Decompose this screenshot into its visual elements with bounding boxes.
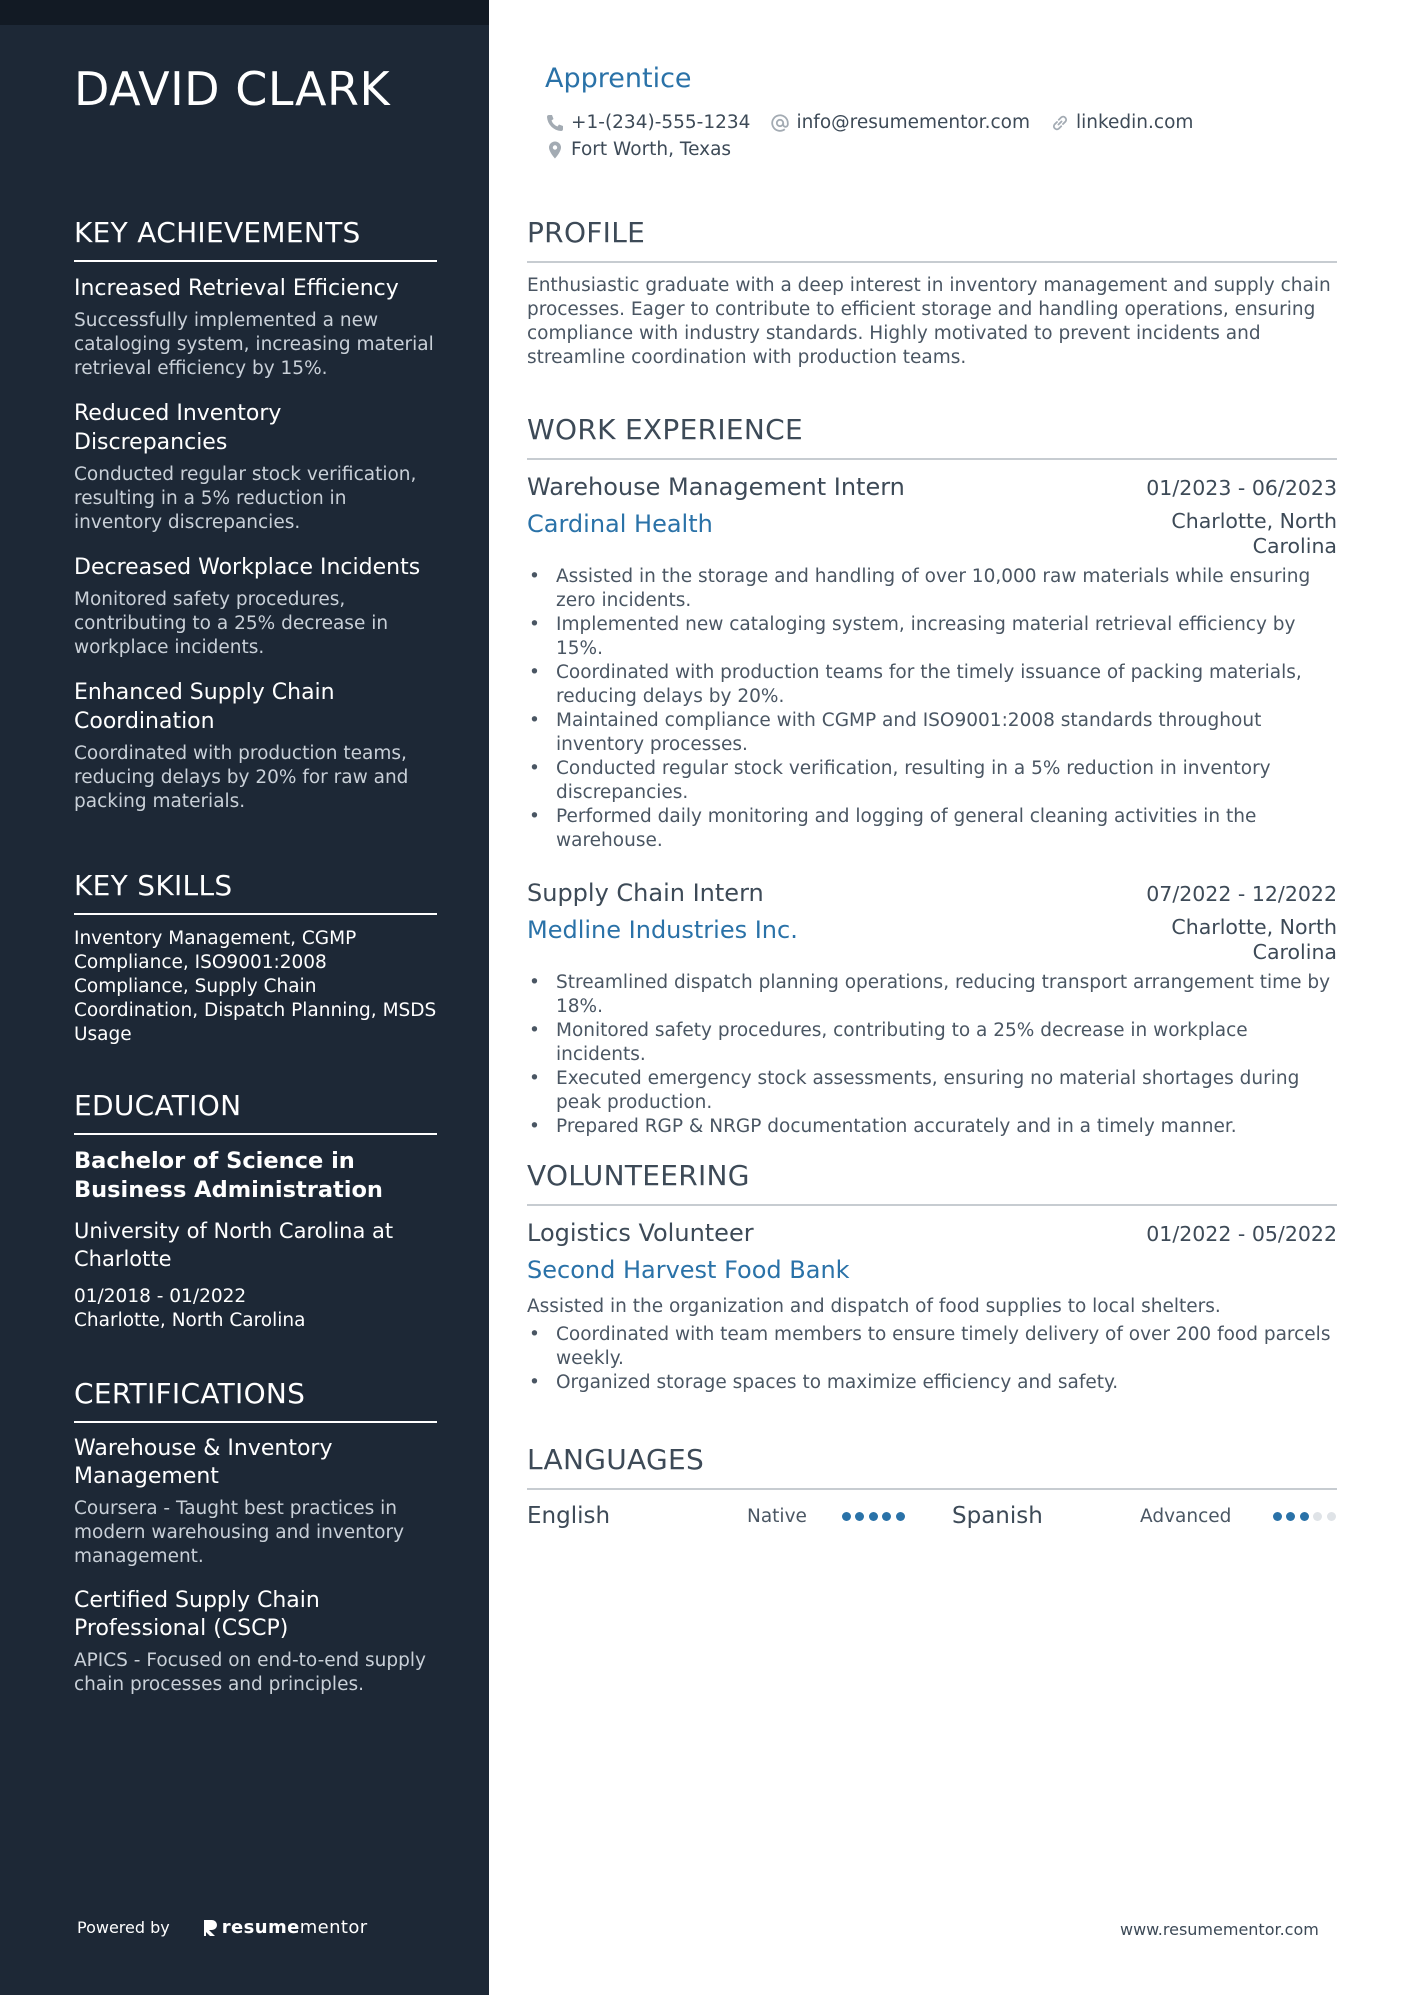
achievement-title: Decreased Workplace Incidents	[74, 555, 421, 580]
achievement-title: Reduced Inventory Discrepancies	[74, 401, 282, 455]
rating-dot-filled	[869, 1512, 878, 1521]
powered-by-label: Powered by	[77, 1918, 170, 1937]
job-dates: 07/2022 - 12/2022	[1146, 882, 1337, 906]
achievement-desc: Coordinated with production teams, reducing delays by 20% for raw and packing materials.	[74, 743, 409, 812]
rating-dot-filled	[1300, 1512, 1309, 1521]
language-level: Native	[747, 1505, 807, 1527]
job-header	[527, 471, 1337, 503]
achievement-item	[74, 678, 437, 814]
achievement-item	[74, 399, 437, 535]
volunteer-subheader	[527, 1255, 1337, 1285]
achievements-heading: KEY ACHIEVEMENTS	[74, 216, 437, 262]
certification-desc: APICS - Focused on end-to-end supply chain processes and principles.	[74, 1650, 426, 1695]
education-dates: 01/2018 - 01/2022	[74, 1286, 247, 1307]
certification-title: Warehouse & Inventory Management	[74, 1436, 333, 1489]
job-bullet: • Coordinated with production teams for the timely issuance of packing materials, reducing delays by 20%.	[527, 661, 1337, 709]
footer-url[interactable]: www.resumementor.com	[1120, 1920, 1319, 1939]
job-bullet: • Conducted regular stock verification, resulting in a 5% reduction in inventory discrepancies.	[527, 757, 1337, 805]
volunteer-bullet: • Coordinated with team members to ensure timely delivery of over 200 food parcels weekly.	[527, 1323, 1337, 1371]
languages-row	[527, 1501, 1337, 1531]
linkedin-text: linkedin.com	[1075, 112, 1194, 133]
language-item	[912, 1503, 1337, 1529]
volunteer-summary: Assisted in the organization and dispatch of food supplies to local shelters.	[527, 1296, 1221, 1317]
email-text: info@resumementor.com	[796, 112, 1030, 133]
powered-by	[77, 1917, 368, 1938]
rating-dot-filled	[1286, 1512, 1295, 1521]
brand-light: mentor	[299, 1917, 368, 1938]
achievement-item	[74, 274, 437, 381]
job-title: Apprentice	[545, 63, 692, 94]
education-heading: EDUCATION	[74, 1089, 437, 1135]
profile-section	[527, 216, 1337, 370]
rating-dot-filled	[896, 1512, 905, 1521]
job-company: Medline Industries Inc.	[527, 916, 798, 944]
volunteer-role: Logistics Volunteer	[527, 1219, 754, 1247]
achievement-desc: Successfully implemented a new cataloging system, increasing material retrieval efficiency by 15%.	[74, 310, 434, 379]
volunteer-dates: 01/2022 - 05/2022	[1146, 1222, 1337, 1246]
job-subheader	[527, 915, 1337, 965]
rating-dot-filled	[855, 1512, 864, 1521]
contact-row-2	[545, 139, 751, 160]
volunteering-heading: VOLUNTEERING	[527, 1159, 1337, 1206]
certification-title: Certified Supply Chain Professional (CSCP)	[74, 1588, 320, 1641]
language-level: Advanced	[1140, 1505, 1232, 1527]
rating-dot-empty	[1327, 1512, 1336, 1521]
certification-item	[74, 1587, 437, 1697]
achievements-section	[74, 216, 437, 832]
profile-text: Enthusiastic graduate with a deep interest in inventory management and supply chain processes. Eager to contribute to efficient storage and handling operations, ensuring compliance with industry standards. Highly motivated to prevent incidents and streamline coordination with production teams.	[527, 275, 1331, 368]
contact-linkedin[interactable]	[1050, 112, 1193, 133]
location-text: Fort Worth, Texas	[571, 139, 732, 160]
resumementor-logo-icon	[202, 1918, 218, 1938]
job-role: Supply Chain Intern	[527, 879, 764, 907]
language-item	[527, 1503, 912, 1529]
volunteer-org: Second Harvest Food Bank	[527, 1256, 850, 1284]
education-meta	[74, 1285, 437, 1333]
sidebar-top-strip	[0, 0, 489, 25]
candidate-name: DAVID CLARK	[74, 62, 391, 116]
job-bullet: • Performed daily monitoring and logging of general cleaning activities in the warehouse.	[527, 805, 1337, 853]
job-bullet: • Streamlined dispatch planning operations, reducing transport arrangement time by 18%.	[527, 971, 1337, 1019]
education-degree: Bachelor of Science in Business Administration	[74, 1148, 383, 1203]
language-name: English	[527, 1503, 611, 1529]
experience-section	[527, 413, 1337, 1139]
rating-dot-empty	[1313, 1512, 1322, 1521]
volunteer-header	[527, 1217, 1337, 1249]
volunteering-section	[527, 1159, 1337, 1395]
education-location: Charlotte, North Carolina	[74, 1310, 306, 1331]
rating-dot-filled	[1273, 1512, 1282, 1521]
contact-email[interactable]	[770, 112, 1030, 133]
sidebar	[0, 0, 489, 1995]
language-rating	[1268, 1512, 1336, 1521]
job-bullet: • Assisted in the storage and handling of over 10,000 raw materials while ensuring zero incidents.	[527, 565, 1337, 613]
profile-heading: PROFILE	[527, 216, 1337, 263]
certification-item	[74, 1435, 437, 1569]
achievement-item	[74, 553, 437, 660]
job-entry	[527, 877, 1337, 1139]
experience-heading: WORK EXPERIENCE	[527, 413, 1337, 460]
location-pin-icon	[545, 140, 565, 160]
languages-section	[527, 1443, 1337, 1531]
resumementor-logo[interactable]	[202, 1917, 368, 1938]
contact-location	[545, 139, 731, 160]
job-bullet: • Monitored safety procedures, contributing to a 25% decrease in workplace incidents.	[527, 1019, 1337, 1067]
certification-desc: Coursera - Taught best practices in modern warehousing and inventory management.	[74, 1498, 405, 1567]
job-bullets	[527, 565, 1337, 853]
certifications-section	[74, 1377, 437, 1715]
contact-phone[interactable]	[545, 112, 750, 133]
job-bullet: • Implemented new cataloging system, increasing material retrieval efficiency by 15%.	[527, 613, 1337, 661]
at-icon	[770, 113, 790, 133]
skills-section	[74, 869, 437, 1047]
achievement-title: Enhanced Supply Chain Coordination	[74, 680, 335, 734]
job-bullet: • Maintained compliance with CGMP and ISO9001:2008 standards throughout inventory processes.	[527, 709, 1337, 757]
languages-heading: LANGUAGES	[527, 1443, 1337, 1490]
brand-bold: resume	[221, 1917, 300, 1938]
job-header	[527, 877, 1337, 909]
language-rating	[837, 1512, 905, 1521]
job-subheader	[527, 509, 1337, 559]
job-bullet: • Executed emergency stock assessments, ensuring no material shortages during peak production.	[527, 1067, 1337, 1115]
education-school: University of North Carolina at Charlotte	[74, 1219, 394, 1271]
job-entry	[527, 471, 1337, 853]
rating-dot-filled	[842, 1512, 851, 1521]
job-company: Cardinal Health	[527, 510, 713, 538]
job-dates: 01/2023 - 06/2023	[1146, 476, 1337, 500]
achievement-desc: Monitored safety procedures, contributing to a 25% decrease in workplace incidents.	[74, 589, 389, 658]
rating-dot-filled	[882, 1512, 891, 1521]
resumementor-wordmark	[222, 1917, 368, 1938]
language-name: Spanish	[952, 1503, 1043, 1529]
phone-icon	[545, 113, 565, 133]
education-section	[74, 1089, 437, 1333]
skills-list: Inventory Management, CGMP Compliance, ISO9001:2008 Compliance, Supply Chain Coordination, Dispatch Planning, MSDS Usage	[74, 928, 437, 1045]
link-icon	[1050, 113, 1070, 133]
volunteer-bullets	[527, 1323, 1337, 1395]
job-bullets	[527, 971, 1337, 1139]
volunteer-bullet: • Organized storage spaces to maximize efficiency and safety.	[527, 1371, 1337, 1395]
job-location: Charlotte, North Carolina	[1171, 915, 1337, 964]
job-bullet: • Prepared RGP & NRGP documentation accurately and in a timely manner.	[527, 1115, 1337, 1139]
achievement-title: Increased Retrieval Efficiency	[74, 276, 399, 301]
skills-heading: KEY SKILLS	[74, 869, 437, 915]
job-location: Charlotte, North Carolina	[1171, 509, 1337, 558]
achievement-desc: Conducted regular stock verification, resulting in a 5% reduction in inventory discrepancies.	[74, 464, 417, 533]
certifications-heading: CERTIFICATIONS	[74, 1377, 437, 1423]
phone-text: +1-(234)-555-1234	[571, 112, 751, 133]
contact-row-1	[545, 112, 1213, 133]
job-role: Warehouse Management Intern	[527, 473, 905, 501]
